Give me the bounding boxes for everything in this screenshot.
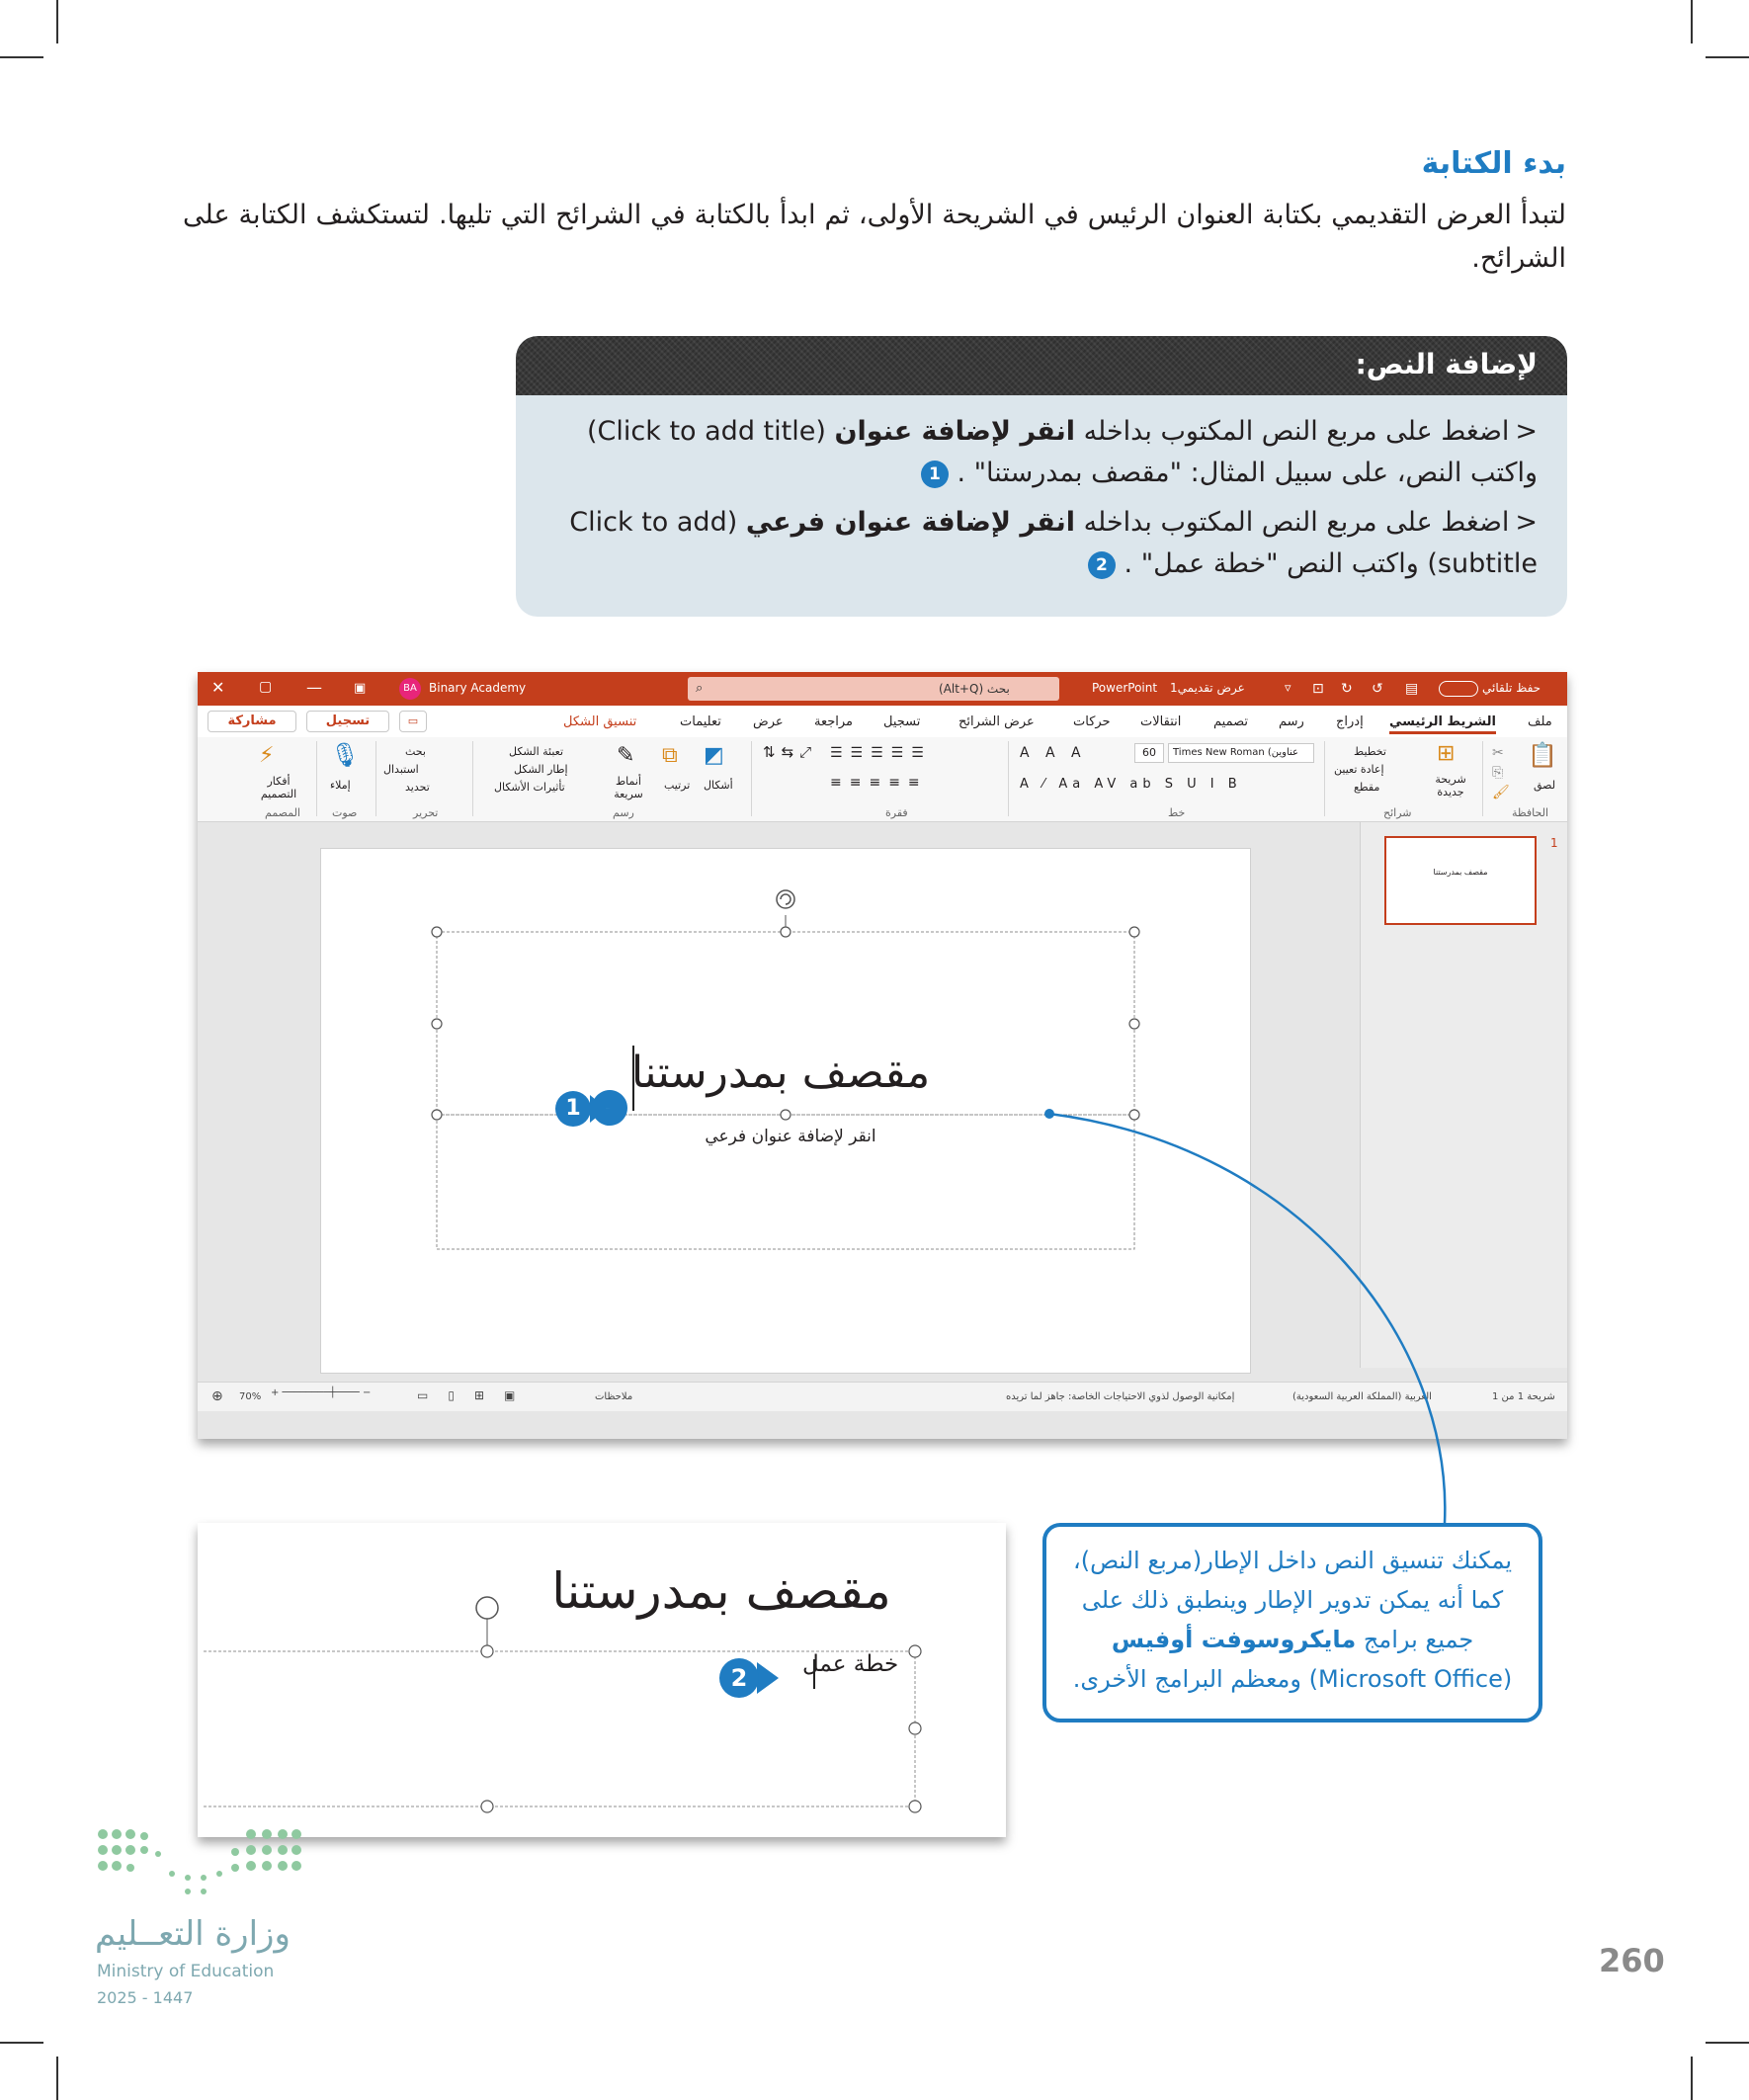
callout-bold-text: مايكروسوفت أوفيس [1111, 1626, 1357, 1653]
save-icon[interactable]: ▤ [1405, 681, 1419, 697]
tab-view[interactable]: عرض [753, 714, 784, 729]
close-icon[interactable]: ✕ [211, 678, 225, 697]
tab-review[interactable]: مراجعة [814, 714, 854, 729]
slide-title[interactable]: مقصف بمدرستنا [630, 1048, 931, 1098]
avatar[interactable]: BA [399, 678, 421, 700]
step-text: اضغط على مربع النص المكتوب بداخله [1074, 416, 1510, 447]
minimize-icon[interactable]: — [306, 678, 322, 697]
paragraph-direction-icons[interactable]: ⇅⇆⤢ [763, 743, 818, 761]
font-size-field[interactable]: 60 [1134, 743, 1164, 763]
section-button[interactable]: مقطع [1354, 781, 1380, 794]
shape-outline-button[interactable]: إطار الشكل [514, 763, 568, 776]
callout-text: (Microsoft Office) ومعظم البرامج الأخرى. [1072, 1665, 1513, 1693]
alignment-buttons[interactable]: ≡≡≡≡≡ [830, 775, 928, 791]
tab-transitions[interactable]: انتقالات [1140, 714, 1182, 729]
instruction-title: لإضافة النص: [1355, 348, 1538, 380]
list-buttons[interactable]: ☰☰☰☰☰ [830, 745, 932, 761]
select-button[interactable]: تحديد [405, 781, 430, 794]
tab-file[interactable]: ملف [1528, 714, 1552, 729]
new-slide-icon[interactable]: ⊞ [1437, 741, 1456, 766]
reset-button[interactable]: إعادة تعيين [1334, 763, 1384, 776]
inset-subtitle[interactable]: خطة عمل [802, 1651, 899, 1677]
tab-shape-format[interactable]: تنسيق الشكل [563, 714, 637, 729]
arrange-icon[interactable]: ⧉ [662, 743, 678, 768]
quick-styles-icon[interactable]: ✎ [617, 743, 635, 768]
ministry-year: 2025 - 1447 [97, 1988, 194, 2007]
section-heading: بدء الكتابة [1421, 146, 1566, 181]
callout-text: يمكنك تنسيق النص داخل الإطار(مربع النص)، كما أنه يمكن تدوير الإطار وينطبق ذلك على جميع برامج [1072, 1547, 1512, 1653]
step-bold-text: انقر لإضافة عنوان [834, 416, 1075, 447]
designer-icon[interactable]: ⚡ [259, 743, 275, 768]
shapes-button[interactable]: أشكال [704, 779, 733, 792]
autosave-label: حفظ تلقائي [1482, 681, 1541, 695]
inset-title: مقصف بمدرستنا [551, 1562, 891, 1620]
font-size-buttons[interactable]: A A A [1020, 745, 1087, 761]
tab-insert[interactable]: إدراج [1336, 714, 1364, 729]
view-buttons[interactable]: ▭▯⊞▣ [417, 1388, 536, 1402]
tab-help[interactable]: تعليمات [680, 714, 721, 729]
tab-record[interactable]: تسجيل [883, 714, 921, 729]
comment-icon: ▭ [407, 714, 419, 727]
quick-styles-button[interactable]: أنماط سريعة [614, 775, 643, 800]
callout-marker-1: 1 [555, 1091, 591, 1127]
slide-count: شريحة 1 من 1 [1492, 1391, 1555, 1402]
step-text: (Click to add title) واكتب النص، على سبيل المثال: "مقصف بمدرستنا" . [586, 416, 1538, 488]
clipboard-group-label: الحافظة [1512, 806, 1549, 819]
layout-button[interactable]: تخطيط [1354, 745, 1386, 758]
designer-group-label: المصمم [265, 806, 300, 819]
bullet-arrow-icon: < [1515, 416, 1538, 447]
tab-home[interactable]: الشريط الرئيسي [1389, 714, 1496, 734]
ministry-name-arabic: وزارة التعــليم [95, 1914, 291, 1954]
step-number-badge: 1 [921, 461, 949, 488]
customize-toolbar-icon[interactable]: ▿ [1285, 681, 1291, 696]
share-label: مشاركة [227, 714, 277, 728]
dictate-button[interactable]: إملاء [330, 779, 351, 792]
intro-paragraph: لتبدأ العرض التقديمي بكتابة العنوان الرئيس في الشريحة الأولى، ثم ابدأ بالكتابة في الشرائح التي تليها. لتستكشف الكتابة على الشرائح. [183, 200, 1566, 274]
paste-button[interactable]: لصق [1534, 779, 1556, 792]
replace-button[interactable]: استبدال [383, 763, 419, 776]
new-slide-button[interactable]: شريحة جديدة [1435, 773, 1466, 798]
tab-animations[interactable]: حركات [1073, 714, 1111, 729]
zoom-slider[interactable]: + ────────┼──── − [271, 1387, 372, 1398]
tab-design[interactable]: تصميم [1213, 714, 1248, 729]
format-painter-icon[interactable]: 🖌 [1492, 785, 1510, 800]
fit-slide-icon[interactable]: ⊕ [211, 1388, 223, 1404]
slides-group-label: شرائح [1383, 806, 1412, 819]
step-bold-text: انقر لإضافة عنوان فرعي [745, 507, 1075, 538]
voice-group-label: صوت [332, 806, 358, 819]
notes-button[interactable]: ملاحظات [595, 1391, 633, 1402]
ribbon-display-icon[interactable]: ▣ [354, 681, 367, 696]
maximize-icon[interactable]: ▢ [259, 679, 273, 695]
subtitle-placeholder[interactable]: انقر لإضافة عنوان فرعي [705, 1127, 876, 1146]
arrange-button[interactable]: ترتيب [664, 779, 691, 792]
shapes-icon[interactable]: ◩ [704, 743, 724, 768]
find-button[interactable]: بحث [405, 745, 426, 758]
font-name-field[interactable]: Times New Roman (عناوين [1168, 743, 1314, 763]
shape-fill-button[interactable]: تعبئة الشكل [509, 745, 564, 758]
step-number-badge: 2 [1088, 551, 1116, 579]
editing-group-label: تحرير [413, 806, 439, 819]
tab-draw[interactable]: رسم [1279, 714, 1304, 729]
document-name: عرض تقديمي1 [1170, 681, 1245, 695]
designer-button[interactable]: أفكار التصميم [260, 775, 297, 800]
drawing-group-label: رسم [613, 806, 634, 819]
callout-marker-2: 2 [719, 1658, 759, 1698]
redo-icon[interactable]: ↻ [1341, 681, 1353, 697]
app-name: PowerPoint [1092, 681, 1158, 695]
logo-dot-grid-icon [98, 1829, 301, 1894]
bullet-arrow-icon: < [1515, 507, 1538, 538]
shape-effects-button[interactable]: تأثيرات الأشكال [494, 781, 565, 794]
paragraph-group-label: فقرة [885, 806, 908, 819]
zoom-level[interactable]: 70% [239, 1391, 262, 1402]
font-style-buttons[interactable]: A ⁄ Aa AV ab S U I B [1020, 777, 1242, 792]
cut-icon[interactable]: ✂ [1492, 745, 1504, 761]
page-number: 260 [1599, 1942, 1665, 1979]
presentation-icon[interactable]: ⊡ [1312, 681, 1324, 697]
search-icon: ⌕ [696, 681, 704, 696]
tab-slideshow[interactable]: عرض الشرائح [958, 714, 1035, 729]
copy-icon[interactable]: ⎘ [1492, 765, 1504, 781]
step-text: (Click to add subtitle) واكتب النص "خطة عمل" . [569, 507, 1538, 579]
font-group-label: خط [1168, 806, 1186, 819]
user-name: Binary Academy [429, 681, 527, 695]
thumbnail-number: 1 [1550, 836, 1558, 850]
ministry-name-english: Ministry of Education [97, 1962, 275, 1981]
microphone-icon[interactable]: 🎙 [330, 741, 361, 769]
language-status: العربية (المملكة العربية السعودية) [1292, 1391, 1432, 1402]
record-label: تسجيل [325, 714, 371, 728]
paste-icon[interactable]: 📋 [1528, 741, 1557, 769]
thumbnail-title: مقصف بمدرستنا [1433, 868, 1488, 877]
undo-icon[interactable]: ↺ [1372, 681, 1383, 697]
accessibility-status[interactable]: إمكانية الوصول لذوي الاحتياجات الخاصة: جاهز لما تريده [1006, 1391, 1235, 1402]
step-text: اضغط على مربع النص المكتوب بداخله [1074, 507, 1510, 538]
search-placeholder: بحث (Alt+Q) [939, 682, 1010, 696]
